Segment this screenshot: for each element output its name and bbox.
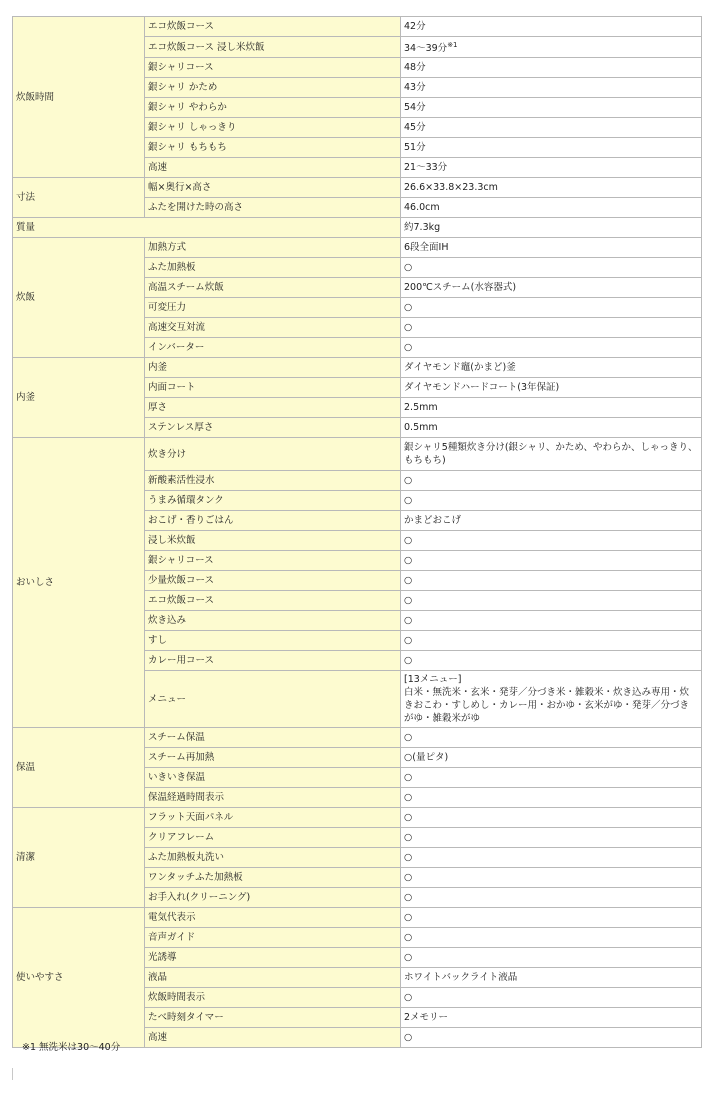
item-label-cell: エコ炊飯コース 浸し米炊飯 <box>145 37 401 58</box>
value-text: 45分 <box>404 122 426 134</box>
item-label-cell: エコ炊飯コース <box>145 591 401 611</box>
value-text: 21〜33分 <box>404 162 448 174</box>
value-cell <box>401 17 702 37</box>
value-text: ○ <box>404 302 413 314</box>
item-label-cell: 銀シャリ もちもち <box>145 138 401 158</box>
item-label-cell: 銀シャリ しゃっきり <box>145 118 401 138</box>
item-label-cell: ふたを開けた時の高さ <box>145 198 401 218</box>
value-cell <box>401 418 702 438</box>
value-text: 26.6×33.8×23.3cm <box>404 182 498 194</box>
value-cell <box>401 118 702 138</box>
item-label-cell: 内面コート <box>145 378 401 398</box>
value-cell <box>401 318 702 338</box>
item-label-cell: 液晶 <box>145 968 401 988</box>
value-text: 51分 <box>404 142 426 154</box>
value-cell <box>401 218 702 238</box>
value-text: ○ <box>404 555 413 567</box>
item-label-cell: 可変圧力 <box>145 298 401 318</box>
value-cell <box>401 138 702 158</box>
category-cell: 炊飯 <box>13 238 145 358</box>
value-cell <box>401 808 702 828</box>
value-cell <box>401 551 702 571</box>
value-text: 約7.3kg <box>404 222 441 234</box>
footnote: ※1 無洗米は30〜40分 <box>22 1042 121 1053</box>
item-label-cell: ワンタッチふた加熱板 <box>145 868 401 888</box>
item-label-cell: 銀シャリ かため <box>145 78 401 98</box>
item-label-cell: 浸し米炊飯 <box>145 531 401 551</box>
value-text: ダイヤモンド竈(かまど)釜 <box>404 362 516 374</box>
menu-list-text: 白米・無洗米・玄米・発芽／分づき米・雑穀米・炊き込み専用・炊きおこわ・すしめし・カレー用・おかゆ・玄米がゆ・発芽／分づきがゆ・雑穀米がゆ <box>404 687 690 725</box>
item-label-cell: たべ時刻タイマー <box>145 1008 401 1028</box>
table-row <box>13 908 702 928</box>
category-cell: 保温 <box>13 728 145 808</box>
item-label-cell: スチーム再加熱 <box>145 748 401 768</box>
value-cell <box>401 338 702 358</box>
item-label-cell: 高温スチーム炊飯 <box>145 278 401 298</box>
value-text: ○ <box>404 342 413 354</box>
table-row <box>13 358 702 378</box>
item-label-cell: 炊き分け <box>145 438 401 471</box>
item-label-cell: うまみ循環タンク <box>145 491 401 511</box>
category-cell: おいしさ <box>13 438 145 728</box>
table-row <box>13 178 702 198</box>
category-cell: 内釜 <box>13 358 145 438</box>
item-label-cell: スチーム保温 <box>145 728 401 748</box>
value-text: 2.5mm <box>404 402 438 414</box>
value-cell <box>401 828 702 848</box>
item-label-cell: 加熱方式 <box>145 238 401 258</box>
spec-table-body <box>13 17 702 1048</box>
value-text: ○ <box>404 635 413 647</box>
category-cell: 使いやすさ <box>13 908 145 1048</box>
item-label-cell: おこげ・香りごはん <box>145 511 401 531</box>
item-label-cell: 内釜 <box>145 358 401 378</box>
value-cell <box>401 438 702 471</box>
value-text: ○ <box>404 322 413 334</box>
value-cell <box>401 531 702 551</box>
value-cell <box>401 631 702 651</box>
item-label-cell: いきいき保温 <box>145 768 401 788</box>
item-label-cell: ふた加熱板丸洗い <box>145 848 401 868</box>
value-text: ○ <box>404 262 413 274</box>
value-text: 0.5mm <box>404 422 438 434</box>
value-cell <box>401 671 702 728</box>
spec-table <box>12 16 702 1048</box>
value-cell <box>401 378 702 398</box>
value-text: ○ <box>404 932 413 944</box>
value-text: ダイヤモンドハードコート(3年保証) <box>404 382 560 394</box>
value-text: ○ <box>404 892 413 904</box>
item-label-cell: 光誘導 <box>145 948 401 968</box>
item-label-cell: 音声ガイド <box>145 928 401 948</box>
value-text: 43分 <box>404 82 426 94</box>
item-label-cell: メニュー <box>145 671 401 728</box>
value-text: ○ <box>404 812 413 824</box>
value-text: ○ <box>404 595 413 607</box>
value-text: ○ <box>404 732 413 744</box>
value-text: 48分 <box>404 62 426 74</box>
value-cell <box>401 198 702 218</box>
value-cell <box>401 888 702 908</box>
table-row <box>13 17 702 37</box>
value-cell <box>401 58 702 78</box>
value-cell <box>401 728 702 748</box>
value-cell <box>401 98 702 118</box>
value-cell <box>401 398 702 418</box>
item-label-cell: 高速 <box>145 158 401 178</box>
item-label-cell: 銀シャリコース <box>145 551 401 571</box>
value-cell <box>401 988 702 1008</box>
value-cell <box>401 1028 702 1048</box>
item-label-cell: ステンレス厚さ <box>145 418 401 438</box>
value-text: ○ <box>404 1032 413 1044</box>
item-label-cell: 幅×奥行×高さ <box>145 178 401 198</box>
text-caret <box>12 1068 13 1080</box>
value-text: ○ <box>404 475 413 487</box>
value-text: 6段全面IH <box>404 242 449 254</box>
value-text: 42分 <box>404 21 426 32</box>
value-cell <box>401 908 702 928</box>
value-cell <box>401 788 702 808</box>
value-text: ○ <box>404 912 413 924</box>
value-cell <box>401 278 702 298</box>
item-label-cell: お手入れ(クリーニング) <box>145 888 401 908</box>
value-text: ○ <box>404 792 413 804</box>
spec-table-container <box>12 16 702 1048</box>
item-label-cell: 炊き込み <box>145 611 401 631</box>
value-cell <box>401 768 702 788</box>
value-text: 2メモリー <box>404 1012 449 1024</box>
footnote-marker: ※1 <box>447 41 458 49</box>
item-label-cell: クリアフレーム <box>145 828 401 848</box>
value-cell <box>401 848 702 868</box>
value-text: ○ <box>404 655 413 667</box>
value-cell <box>401 358 702 378</box>
item-label-cell: ふた加熱板 <box>145 258 401 278</box>
value-cell <box>401 748 702 768</box>
value-cell <box>401 178 702 198</box>
value-cell <box>401 511 702 531</box>
value-text: 200℃スチーム(水容器式) <box>404 282 517 294</box>
item-label-cell: 厚さ <box>145 398 401 418</box>
value-cell <box>401 868 702 888</box>
table-row <box>13 238 702 258</box>
value-cell <box>401 37 702 58</box>
item-label-cell: 高速 <box>145 1028 401 1048</box>
item-label-cell: フラット天面パネル <box>145 808 401 828</box>
value-cell <box>401 238 702 258</box>
item-label-cell: インバーター <box>145 338 401 358</box>
value-cell <box>401 258 702 278</box>
value-cell <box>401 491 702 511</box>
item-label-cell: 高速交互対流 <box>145 318 401 338</box>
table-row <box>13 438 702 471</box>
value-cell <box>401 968 702 988</box>
value-text: ○ <box>404 952 413 964</box>
table-row <box>13 728 702 748</box>
category-cell: 清潔 <box>13 808 145 908</box>
value-text: 34〜39分 <box>404 43 448 55</box>
category-cell: 質量 <box>13 218 401 238</box>
value-text: かまどおこげ <box>404 515 462 527</box>
value-text: ホワイトバックライト液晶 <box>404 972 518 984</box>
value-text: ○(量ピタ) <box>404 752 449 764</box>
item-label-cell: 保温経過時間表示 <box>145 788 401 808</box>
value-cell <box>401 471 702 491</box>
item-label-cell: 電気代表示 <box>145 908 401 928</box>
value-text: ○ <box>404 575 413 587</box>
value-cell <box>401 298 702 318</box>
category-cell: 寸法 <box>13 178 145 218</box>
value-text: ○ <box>404 872 413 884</box>
item-label-cell: 新酸素活性浸水 <box>145 471 401 491</box>
value-text: ○ <box>404 992 413 1004</box>
value-text: ○ <box>404 535 413 547</box>
value-text: ○ <box>404 772 413 784</box>
item-label-cell: 炊飯時間表示 <box>145 988 401 1008</box>
value-cell <box>401 1008 702 1028</box>
item-label-cell: 銀シャリコース <box>145 58 401 78</box>
value-text: ○ <box>404 832 413 844</box>
value-cell <box>401 928 702 948</box>
item-label-cell: エコ炊飯コース <box>145 17 401 37</box>
value-cell <box>401 158 702 178</box>
table-row <box>13 808 702 828</box>
value-text: [13メニュー] <box>404 674 462 686</box>
value-cell <box>401 571 702 591</box>
value-cell <box>401 611 702 631</box>
value-cell <box>401 78 702 98</box>
value-cell <box>401 591 702 611</box>
item-label-cell: 銀シャリ やわらか <box>145 98 401 118</box>
value-text: 54分 <box>404 102 426 114</box>
value-text: 46.0cm <box>404 202 440 214</box>
item-label-cell: 少量炊飯コース <box>145 571 401 591</box>
value-cell <box>401 651 702 671</box>
category-cell: 炊飯時間 <box>13 17 145 178</box>
table-row <box>13 218 702 238</box>
item-label-cell: すし <box>145 631 401 651</box>
value-text: ○ <box>404 495 413 507</box>
value-text: ○ <box>404 852 413 864</box>
value-text: 銀シャリ5種類炊き分け(銀シャリ、かため、やわらか、しゃっきり、もちもち) <box>404 442 698 467</box>
value-cell <box>401 948 702 968</box>
item-label-cell: カレー用コース <box>145 651 401 671</box>
value-text: ○ <box>404 615 413 627</box>
